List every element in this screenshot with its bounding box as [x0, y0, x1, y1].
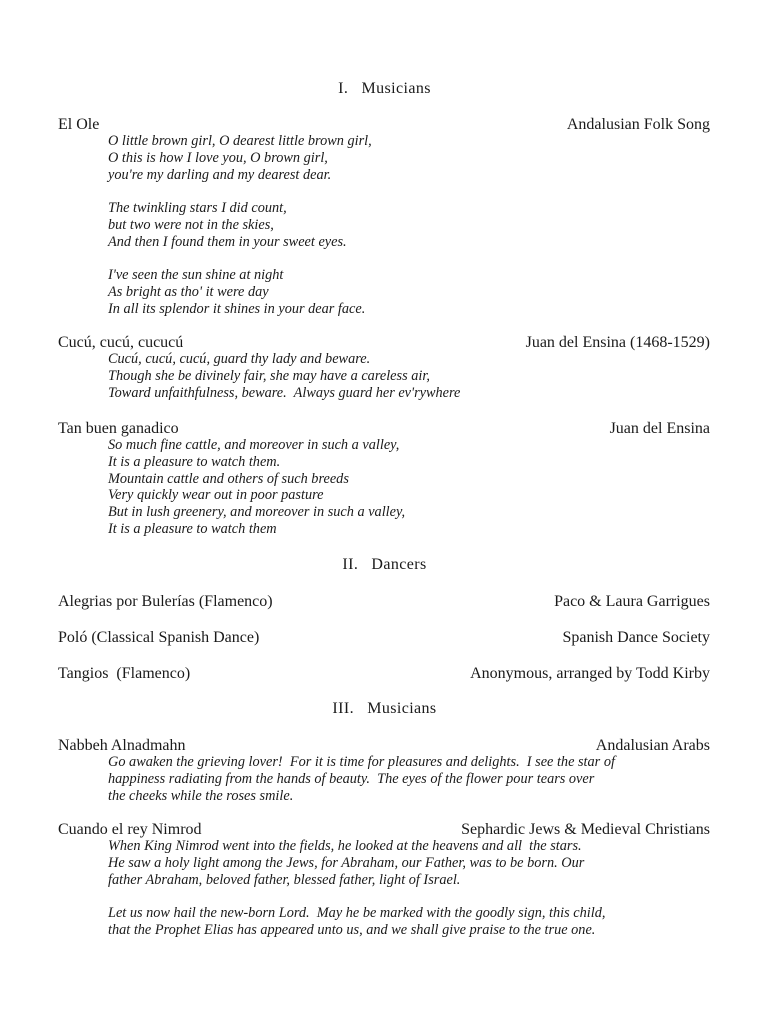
piece-title: Nabbeh Alnadmahn — [58, 737, 186, 754]
piece-row-tangios — [58, 665, 710, 685]
stanza-break — [108, 183, 708, 200]
piece-row-polo — [58, 629, 710, 649]
piece-composer: Sephardic Jews & Medieval Christians — [461, 821, 710, 838]
lyric-line: The twinkling stars I did count, — [108, 200, 287, 217]
section-heading-musicians-1: I. Musicians — [338, 80, 431, 97]
piece-composer: Juan del Ensina (1468-1529) — [525, 334, 710, 351]
piece-composer: Anonymous, arranged by Todd Kirby — [470, 665, 710, 682]
lyric-line: And then I found them in your sweet eyes. — [108, 233, 347, 250]
stanza-break — [108, 251, 708, 268]
lyric-line: Let us now hail the new-born Lord. May he be marked with the goodly sign, this child, — [108, 905, 606, 922]
lyric-line: you're my darling and my dearest dear. — [108, 166, 332, 183]
lyrics-nabbeh-alnadmahn — [108, 754, 708, 804]
piece-row-alegrias — [58, 593, 710, 613]
lyrics-cuando-el-rey-nimrod — [108, 838, 708, 939]
lyric-line: So much fine cattle, and moreover in such a valley, — [108, 437, 400, 453]
piece-title: Tangios (Flamenco) — [58, 665, 191, 682]
lyric-line: Though she be divinely fair, she may have a careless air, — [108, 367, 430, 384]
section-heading-dancers: II. Dancers — [342, 556, 427, 573]
lyric-line: He saw a holy light among the Jews, for Abraham, our Father, was to be born. Our — [108, 854, 585, 871]
piece-title: Cuando el rey Nimrod — [58, 821, 202, 838]
piece-composer: Paco & Laura Garrigues — [554, 593, 710, 610]
lyric-line: the cheeks while the roses smile. — [108, 787, 294, 804]
lyrics-el-ole — [108, 133, 708, 318]
lyric-line: In all its splendor it shines in your dear face. — [108, 300, 366, 317]
lyric-line: It is a pleasure to watch them — [108, 520, 277, 537]
lyric-line: I've seen the sun shine at night — [108, 267, 284, 284]
lyric-line: Go awaken the grieving lover! For it is time for pleasures and delights. I see the star of — [108, 754, 615, 770]
piece-composer: Spanish Dance Society — [562, 629, 710, 646]
lyrics-tan-buen-ganadico — [108, 437, 708, 538]
lyric-line: But in lush greenery, and moreover in such a valley, — [108, 504, 406, 521]
lyric-line: As bright as tho' it were day — [108, 284, 269, 301]
lyric-line: It is a pleasure to watch them. — [108, 453, 281, 470]
lyric-line: Very quickly wear out in poor pasture — [108, 487, 324, 504]
piece-composer: Andalusian Arabs — [595, 737, 710, 754]
piece-title: El Ole — [58, 116, 100, 133]
lyric-line: When King Nimrod went into the fields, he looked at the heavens and all the stars. — [108, 838, 582, 854]
lyric-line: happiness radiating from the hands of beauty. The eyes of the flower pour tears over — [108, 770, 595, 787]
lyric-line: O this is how I love you, O brown girl, — [108, 149, 328, 166]
lyric-line: that the Prophet Elias has appeared unto us, and we shall give praise to the true one. — [108, 921, 596, 938]
piece-title: Alegrias por Bulerías (Flamenco) — [58, 593, 273, 610]
piece-composer: Andalusian Folk Song — [566, 116, 710, 133]
section-heading-musicians-3: III. Musicians — [332, 700, 437, 717]
lyric-line: Cucú, cucú, cucú, guard thy lady and beware. — [108, 351, 371, 367]
piece-title: Cucú, cucú, cucucú — [58, 334, 184, 351]
piece-title: Poló (Classical Spanish Dance) — [58, 629, 260, 646]
lyric-line: father Abraham, beloved father, blessed father, light of Israel. — [108, 871, 461, 888]
lyric-line: Toward unfaithfulness, beware. Always guard her ev'rywhere — [108, 384, 461, 401]
lyric-line: but two were not in the skies, — [108, 216, 274, 233]
stanza-break — [108, 888, 708, 905]
lyric-line: Mountain cattle and others of such breeds — [108, 470, 349, 487]
piece-composer: Juan del Ensina — [609, 420, 710, 437]
lyrics-cucu — [108, 351, 708, 401]
lyric-line: O little brown girl, O dearest little brown girl, — [108, 133, 372, 149]
piece-title: Tan buen ganadico — [58, 420, 179, 437]
